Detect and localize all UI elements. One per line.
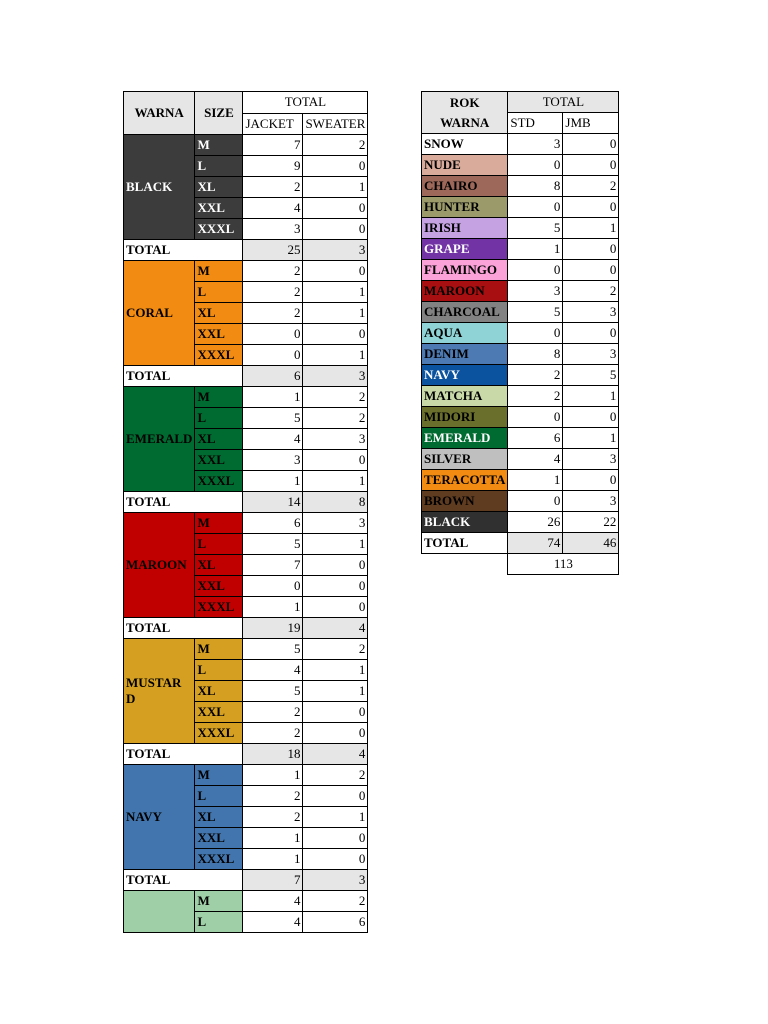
rok-table-body — [422, 92, 619, 575]
right-header-row-1 — [422, 92, 619, 113]
jacket-sweater-table-body — [124, 92, 368, 933]
size-cell: M — [195, 639, 243, 660]
group-total-label: TOTAL — [124, 744, 243, 765]
sweater-value-cell: 0 — [303, 450, 368, 471]
rok-warna-subheader: WARNA — [440, 114, 490, 130]
rok-color-cell: GRAPE — [422, 239, 508, 260]
warna-header: WARNA — [124, 92, 195, 135]
size-cell: L — [195, 912, 243, 933]
sweater-value-cell: 0 — [303, 702, 368, 723]
sweater-value-cell: 1 — [303, 282, 368, 303]
jacket-value-cell: 3 — [243, 450, 303, 471]
rok-std-cell: 5 — [508, 302, 563, 323]
rok-total-jmb-cell: 46 — [563, 533, 619, 554]
jacket-value-cell: 2 — [243, 786, 303, 807]
table-row — [422, 134, 619, 155]
rok-jmb-cell: 22 — [563, 512, 619, 533]
table-row — [422, 197, 619, 218]
rok-color-cell: MAROON — [422, 281, 508, 302]
jacket-value-cell: 2 — [243, 177, 303, 198]
sweater-value-cell: 3 — [303, 513, 368, 534]
size-cell: XXL — [195, 450, 243, 471]
jacket-value-cell: 5 — [243, 534, 303, 555]
group-total-label: TOTAL — [124, 366, 243, 387]
rok-color-cell: AQUA — [422, 323, 508, 344]
rok-jmb-cell: 0 — [563, 323, 619, 344]
size-cell: XL — [195, 681, 243, 702]
jacket-value-cell: 0 — [243, 324, 303, 345]
rok-std-cell: 0 — [508, 323, 563, 344]
total-jacket-cell: 25 — [243, 240, 303, 261]
sweater-value-cell: 0 — [303, 198, 368, 219]
color-group-cell: MUSTAR D — [124, 639, 195, 744]
table-row — [124, 261, 368, 282]
group-total-label: TOTAL — [124, 240, 243, 261]
sweater-value-cell: 1 — [303, 660, 368, 681]
table-row — [422, 449, 619, 470]
sweater-value-cell: 1 — [303, 681, 368, 702]
jacket-value-cell: 4 — [243, 429, 303, 450]
left-header-row-1 — [124, 92, 368, 114]
rok-color-cell: SILVER — [422, 449, 508, 470]
jacket-sweater-table — [123, 91, 368, 933]
size-cell: L — [195, 408, 243, 429]
rok-jmb-cell: 0 — [563, 197, 619, 218]
rok-color-cell: SNOW — [422, 134, 508, 155]
std-header: STD — [508, 113, 563, 134]
table-row — [422, 323, 619, 344]
sweater-value-cell: 6 — [303, 912, 368, 933]
total-jacket-cell: 6 — [243, 366, 303, 387]
size-cell: L — [195, 786, 243, 807]
rok-color-cell: CHAIRO — [422, 176, 508, 197]
group-total-row — [124, 744, 368, 765]
group-total-row — [124, 492, 368, 513]
rok-std-cell: 5 — [508, 218, 563, 239]
rok-jmb-cell: 1 — [563, 386, 619, 407]
table-row — [422, 344, 619, 365]
jacket-value-cell: 4 — [243, 660, 303, 681]
rok-jmb-cell: 0 — [563, 134, 619, 155]
jacket-value-cell: 5 — [243, 408, 303, 429]
group-total-label: TOTAL — [124, 618, 243, 639]
size-cell: XL — [195, 807, 243, 828]
color-group-cell: NAVY — [124, 765, 195, 870]
sweater-value-cell: 2 — [303, 387, 368, 408]
rok-std-cell: 0 — [508, 155, 563, 176]
color-group-cell — [124, 891, 195, 933]
jacket-value-cell: 2 — [243, 303, 303, 324]
rok-std-cell: 8 — [508, 176, 563, 197]
size-cell: XXL — [195, 828, 243, 849]
size-cell: L — [195, 534, 243, 555]
jacket-value-cell: 1 — [243, 387, 303, 408]
size-cell: XXXL — [195, 219, 243, 240]
table-row — [422, 365, 619, 386]
rok-color-cell: NAVY — [422, 365, 508, 386]
size-cell: M — [195, 135, 243, 156]
color-group-cell: BLACK — [124, 135, 195, 240]
size-cell: XL — [195, 555, 243, 576]
size-cell: XXL — [195, 702, 243, 723]
rok-std-cell: 2 — [508, 365, 563, 386]
rok-std-cell: 4 — [508, 449, 563, 470]
rok-jmb-cell: 0 — [563, 239, 619, 260]
table-row — [422, 491, 619, 512]
rok-color-cell: DENIM — [422, 344, 508, 365]
jacket-value-cell: 2 — [243, 702, 303, 723]
group-total-row — [124, 618, 368, 639]
rok-total-header: TOTAL — [508, 92, 619, 113]
color-group-cell: MAROON — [124, 513, 195, 618]
jmb-header: JMB — [563, 113, 619, 134]
rok-std-cell: 1 — [508, 239, 563, 260]
size-header: SIZE — [195, 92, 243, 135]
table-row — [422, 302, 619, 323]
jacket-value-cell: 2 — [243, 261, 303, 282]
sweater-value-cell: 1 — [303, 177, 368, 198]
size-cell: XXXL — [195, 849, 243, 870]
rok-total-label: TOTAL — [422, 533, 508, 554]
group-total-label: TOTAL — [124, 870, 243, 891]
rok-jmb-cell: 1 — [563, 218, 619, 239]
table-row — [422, 281, 619, 302]
total-sweater-cell: 4 — [303, 744, 368, 765]
sweater-value-cell: 0 — [303, 576, 368, 597]
jacket-value-cell: 4 — [243, 912, 303, 933]
size-cell: XXL — [195, 576, 243, 597]
sweater-value-cell: 3 — [303, 429, 368, 450]
rok-jmb-cell: 3 — [563, 344, 619, 365]
size-cell: L — [195, 660, 243, 681]
sweater-value-cell: 1 — [303, 471, 368, 492]
table-row — [124, 639, 368, 660]
sweater-value-cell: 2 — [303, 639, 368, 660]
table-row — [422, 470, 619, 491]
rok-jmb-cell: 1 — [563, 428, 619, 449]
size-cell: XL — [195, 429, 243, 450]
rok-grand-total-cell: 113 — [508, 554, 619, 575]
table-row — [422, 176, 619, 197]
table-row — [124, 891, 368, 912]
sweater-value-cell: 0 — [303, 324, 368, 345]
total-sweater-cell: 8 — [303, 492, 368, 513]
table-row — [422, 260, 619, 281]
table-row — [422, 239, 619, 260]
rok-jmb-cell: 2 — [563, 281, 619, 302]
table-row — [422, 218, 619, 239]
size-cell: XXXL — [195, 723, 243, 744]
rok-std-cell: 3 — [508, 281, 563, 302]
total-sweater-cell: 3 — [303, 870, 368, 891]
table-row — [124, 765, 368, 786]
rok-std-cell: 0 — [508, 260, 563, 281]
rok-jmb-cell: 0 — [563, 407, 619, 428]
sweater-header: SWEATER — [303, 113, 368, 135]
size-cell: L — [195, 156, 243, 177]
sweater-value-cell: 2 — [303, 135, 368, 156]
jacket-value-cell: 3 — [243, 219, 303, 240]
total-sweater-cell: 4 — [303, 618, 368, 639]
total-jacket-cell: 19 — [243, 618, 303, 639]
color-group-cell: EMERALD — [124, 387, 195, 492]
size-cell: XXXL — [195, 597, 243, 618]
size-cell: M — [195, 387, 243, 408]
rok-warna-header — [422, 92, 508, 134]
rok-std-cell: 3 — [508, 134, 563, 155]
sweater-value-cell: 0 — [303, 156, 368, 177]
rok-jmb-cell: 0 — [563, 260, 619, 281]
sweater-value-cell: 0 — [303, 786, 368, 807]
rok-jmb-cell: 3 — [563, 302, 619, 323]
total-header: TOTAL — [243, 92, 368, 114]
size-cell: XL — [195, 303, 243, 324]
jacket-value-cell: 7 — [243, 555, 303, 576]
rok-total-std-cell: 74 — [508, 533, 563, 554]
jacket-value-cell: 1 — [243, 849, 303, 870]
sweater-value-cell: 0 — [303, 849, 368, 870]
rok-color-cell: NUDE — [422, 155, 508, 176]
rok-std-cell: 8 — [508, 344, 563, 365]
size-cell: XXXL — [195, 471, 243, 492]
jacket-value-cell: 2 — [243, 723, 303, 744]
sweater-value-cell: 0 — [303, 219, 368, 240]
group-total-row — [124, 366, 368, 387]
sweater-value-cell: 2 — [303, 408, 368, 429]
rok-color-cell: IRISH — [422, 218, 508, 239]
total-jacket-cell: 14 — [243, 492, 303, 513]
table-row — [124, 513, 368, 534]
rok-std-cell: 0 — [508, 407, 563, 428]
rok-color-cell: CHARCOAL — [422, 302, 508, 323]
group-total-label: TOTAL — [124, 492, 243, 513]
rok-color-cell: BROWN — [422, 491, 508, 512]
jacket-value-cell: 7 — [243, 135, 303, 156]
rok-color-cell: TERACOTTA — [422, 470, 508, 491]
jacket-value-cell: 4 — [243, 198, 303, 219]
sweater-value-cell: 0 — [303, 597, 368, 618]
jacket-value-cell: 9 — [243, 156, 303, 177]
jacket-value-cell: 2 — [243, 282, 303, 303]
table-row — [422, 386, 619, 407]
rok-jmb-cell: 0 — [563, 155, 619, 176]
jacket-value-cell: 1 — [243, 828, 303, 849]
table-row — [422, 155, 619, 176]
size-cell: XXXL — [195, 345, 243, 366]
sweater-value-cell: 1 — [303, 534, 368, 555]
group-total-row — [124, 870, 368, 891]
size-cell: XXL — [195, 324, 243, 345]
group-total-row — [124, 240, 368, 261]
jacket-header: JACKET — [243, 113, 303, 135]
sweater-value-cell: 0 — [303, 555, 368, 576]
table-row — [422, 512, 619, 533]
total-sweater-cell: 3 — [303, 366, 368, 387]
size-cell: XXL — [195, 198, 243, 219]
rok-std-cell: 26 — [508, 512, 563, 533]
jacket-value-cell: 0 — [243, 576, 303, 597]
rok-header: ROK — [449, 94, 480, 110]
rok-std-cell: 6 — [508, 428, 563, 449]
rok-std-cell: 2 — [508, 386, 563, 407]
rok-jmb-cell: 5 — [563, 365, 619, 386]
rok-jmb-cell: 3 — [563, 449, 619, 470]
table-row — [124, 387, 368, 408]
blank-cell — [422, 554, 508, 575]
rok-jmb-cell: 3 — [563, 491, 619, 512]
rok-color-cell: EMERALD — [422, 428, 508, 449]
sweater-value-cell: 0 — [303, 828, 368, 849]
rok-jmb-cell: 0 — [563, 470, 619, 491]
rok-std-cell: 0 — [508, 197, 563, 218]
table-row — [124, 135, 368, 156]
jacket-value-cell: 0 — [243, 345, 303, 366]
jacket-value-cell: 1 — [243, 471, 303, 492]
size-cell: M — [195, 513, 243, 534]
rok-color-cell: MIDORI — [422, 407, 508, 428]
jacket-value-cell: 6 — [243, 513, 303, 534]
rok-grand-total-row — [422, 554, 619, 575]
size-cell: XL — [195, 177, 243, 198]
rok-total-row — [422, 533, 619, 554]
table-row — [422, 407, 619, 428]
sweater-value-cell: 2 — [303, 765, 368, 786]
jacket-value-cell: 4 — [243, 891, 303, 912]
size-cell: M — [195, 261, 243, 282]
sweater-value-cell: 1 — [303, 303, 368, 324]
rok-std-cell: 1 — [508, 470, 563, 491]
color-group-cell: CORAL — [124, 261, 195, 366]
jacket-value-cell: 1 — [243, 765, 303, 786]
jacket-value-cell: 1 — [243, 597, 303, 618]
table-row — [422, 428, 619, 449]
sweater-value-cell: 1 — [303, 345, 368, 366]
rok-jmb-cell: 2 — [563, 176, 619, 197]
rok-color-cell: MATCHA — [422, 386, 508, 407]
sweater-value-cell: 0 — [303, 723, 368, 744]
sweater-value-cell: 2 — [303, 891, 368, 912]
total-jacket-cell: 7 — [243, 870, 303, 891]
jacket-value-cell: 2 — [243, 807, 303, 828]
sweater-value-cell: 0 — [303, 261, 368, 282]
total-sweater-cell: 3 — [303, 240, 368, 261]
total-jacket-cell: 18 — [243, 744, 303, 765]
jacket-value-cell: 5 — [243, 681, 303, 702]
rok-table — [421, 91, 619, 575]
size-cell: L — [195, 282, 243, 303]
rok-color-cell: BLACK — [422, 512, 508, 533]
rok-color-cell: HUNTER — [422, 197, 508, 218]
rok-std-cell: 0 — [508, 491, 563, 512]
sweater-value-cell: 1 — [303, 807, 368, 828]
jacket-value-cell: 5 — [243, 639, 303, 660]
size-cell: M — [195, 765, 243, 786]
rok-color-cell: FLAMINGO — [422, 260, 508, 281]
size-cell: M — [195, 891, 243, 912]
